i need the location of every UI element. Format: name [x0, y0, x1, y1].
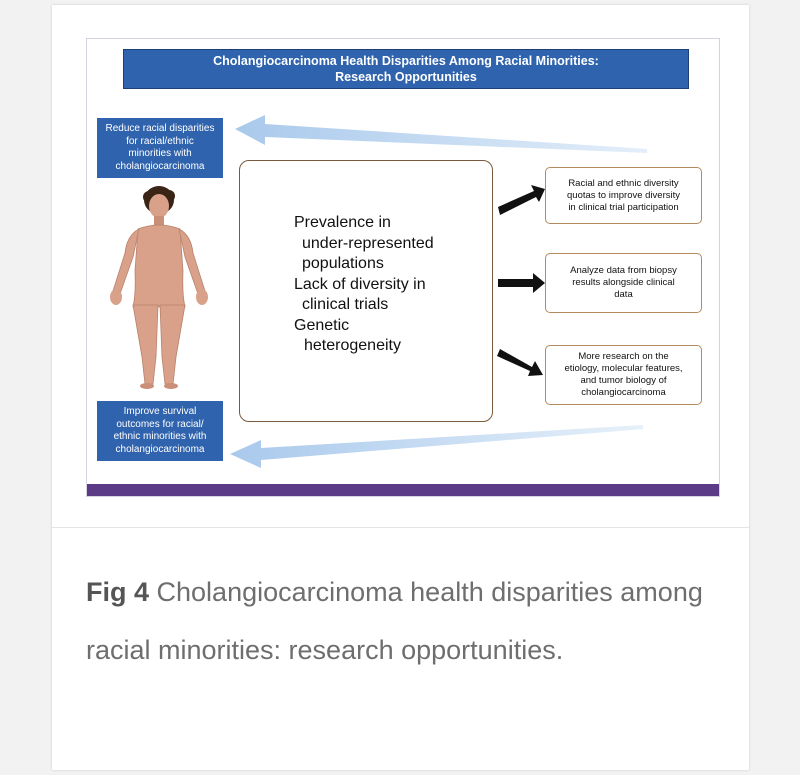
opportunity-text: Analyze data from biopsy results alongside clinical data — [570, 265, 677, 300]
opportunity-box-biopsy-data — [545, 253, 702, 313]
opportunity-box-diversity-quotas — [545, 167, 702, 224]
opportunity-text: Racial and ethnic diversity quotas to improve diversity in clinical trial participation — [567, 177, 680, 213]
bottom-return-arrow — [230, 425, 643, 468]
arrow-to-box-2 — [498, 273, 545, 293]
figure-card — [52, 5, 749, 770]
caption-text: Cholangiocarcinoma health disparities among racial minorities: research opportunities. — [86, 577, 703, 665]
opportunity-box-more-research — [545, 345, 702, 405]
challenge-line: heterogeneity — [304, 337, 401, 354]
challenge-line: clinical trials — [302, 296, 389, 313]
figure-area — [52, 5, 749, 527]
arrow-to-box-1 — [498, 185, 545, 215]
challenge-line: populations — [302, 255, 384, 272]
human-figure-icon — [110, 186, 208, 389]
challenge-line: Prevalence in — [294, 214, 391, 231]
caption-label: Fig 4 — [86, 577, 150, 607]
figure-bottom-bar — [87, 484, 719, 496]
challenges-box — [239, 160, 493, 422]
arrow-to-box-3 — [497, 349, 543, 376]
diagram-figure — [86, 38, 720, 497]
figure-caption — [86, 563, 716, 679]
challenges-text — [294, 213, 434, 357]
goal-box-reduce-disparities — [97, 118, 223, 178]
goal-box-reduce-disparities-text: Reduce racial disparities for racial/ethnic minorities with cholangiocarcinoma — [105, 123, 215, 172]
opportunity-text: More research on the etiology, molecular features, and tumor biology of cholangiocarcinoma — [564, 351, 683, 398]
challenge-line: Genetic — [294, 316, 350, 334]
goal-box-improve-survival-text: Improve survival outcomes for racial/ ethnic minorities with cholangiocarcinoma — [113, 406, 207, 455]
diagram-title-text: Cholangiocarcinoma Health Disparities Among Racial Minorities: Research Opportunities — [213, 54, 599, 84]
challenge-line: Lack of diversity in — [294, 275, 426, 293]
goal-box-improve-survival — [97, 401, 223, 461]
challenge-line: under-represented — [302, 234, 434, 252]
top-return-arrow — [235, 115, 647, 153]
card-divider — [52, 527, 749, 528]
